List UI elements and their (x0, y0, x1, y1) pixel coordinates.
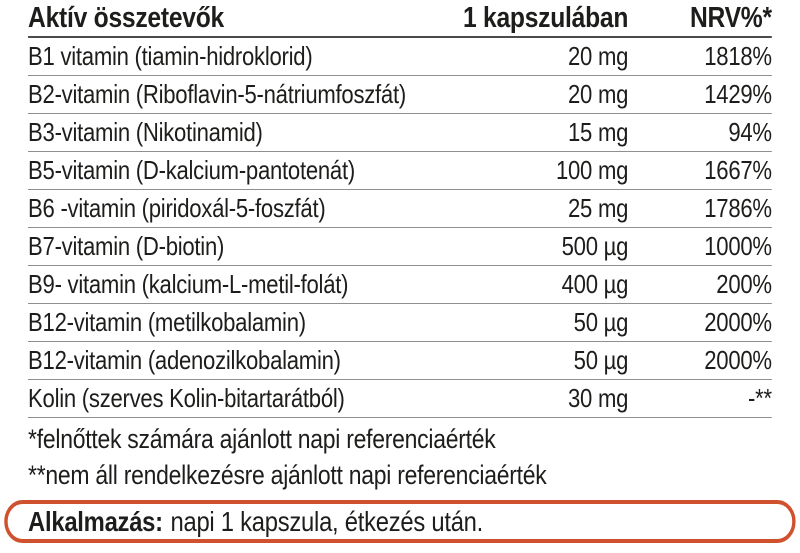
nrv-value: 1000% (704, 231, 772, 261)
amount-value: 500 µg (561, 231, 629, 261)
ingredient-name: B1 vitamin (tiamin-hidroklorid) (28, 41, 313, 71)
amount-value: 100 mg (555, 155, 629, 185)
amount-value: 400 µg (561, 269, 629, 299)
amount-value: 50 µg (573, 345, 629, 375)
ingredient-name: B12-vitamin (metilkobalamin) (28, 307, 306, 337)
table-row (28, 114, 772, 152)
amount-value: 50 µg (573, 307, 629, 337)
header-nrv: NRV%* (689, 1, 772, 34)
amount-value: 15 mg (567, 117, 629, 147)
application-box (4, 500, 795, 543)
table-row (28, 342, 772, 380)
ingredient-name: B3-vitamin (Nikotinamid) (28, 117, 263, 147)
nrv-value: 1429% (704, 79, 772, 109)
table-header-row (28, 0, 772, 38)
nrv-value: -** (748, 383, 772, 413)
footnote-nrv-reference: *felnőttek számára ajánlott napi referenciaérték (28, 424, 496, 454)
ingredient-name: B9- vitamin (kalcium-L-metil-folát) (28, 269, 349, 299)
header-per-capsule: 1 kapszulában (462, 1, 629, 34)
table-row (28, 76, 772, 114)
nrv-value: 2000% (704, 345, 772, 375)
ingredient-name: B6 -vitamin (piridoxál-5-foszfát) (28, 193, 326, 223)
application-label: Alkalmazás: (28, 505, 163, 537)
nrv-value: 200% (716, 269, 772, 299)
nrv-value: 94% (728, 117, 772, 147)
table-row (28, 228, 772, 266)
ingredient-name: B7-vitamin (D-biotin) (28, 231, 225, 261)
active-ingredients-table (28, 0, 772, 418)
ingredient-name: B5-vitamin (D-kalcium-pantotenát) (28, 155, 355, 185)
application-text: napi 1 kapszula, étkezés után. (170, 505, 484, 537)
nrv-value: 1818% (704, 41, 772, 71)
nrv-value: 1667% (704, 155, 772, 185)
table-row (28, 380, 772, 418)
table-row (28, 266, 772, 304)
header-ingredient: Aktív összetevők (28, 1, 225, 34)
table-row (28, 304, 772, 342)
table-row (28, 38, 772, 76)
amount-value: 30 mg (567, 383, 629, 413)
ingredient-name: Kolin (szerves Kolin-bitartarátból) (28, 383, 345, 413)
amount-value: 25 mg (567, 193, 629, 223)
footnotes (28, 421, 772, 493)
ingredient-name: B2-vitamin (Riboflavin-5-nátriumfoszfát) (28, 79, 406, 109)
footnote-no-reference: **nem áll rendelkezésre ajánlott napi referenciaérték (28, 460, 547, 490)
nrv-value: 1786% (704, 193, 772, 223)
table-row (28, 152, 772, 190)
ingredient-name: B12-vitamin (adenozilkobalamin) (28, 345, 341, 375)
amount-value: 20 mg (567, 41, 629, 71)
table-row (28, 190, 772, 228)
amount-value: 20 mg (567, 79, 629, 109)
nrv-value: 2000% (704, 307, 772, 337)
